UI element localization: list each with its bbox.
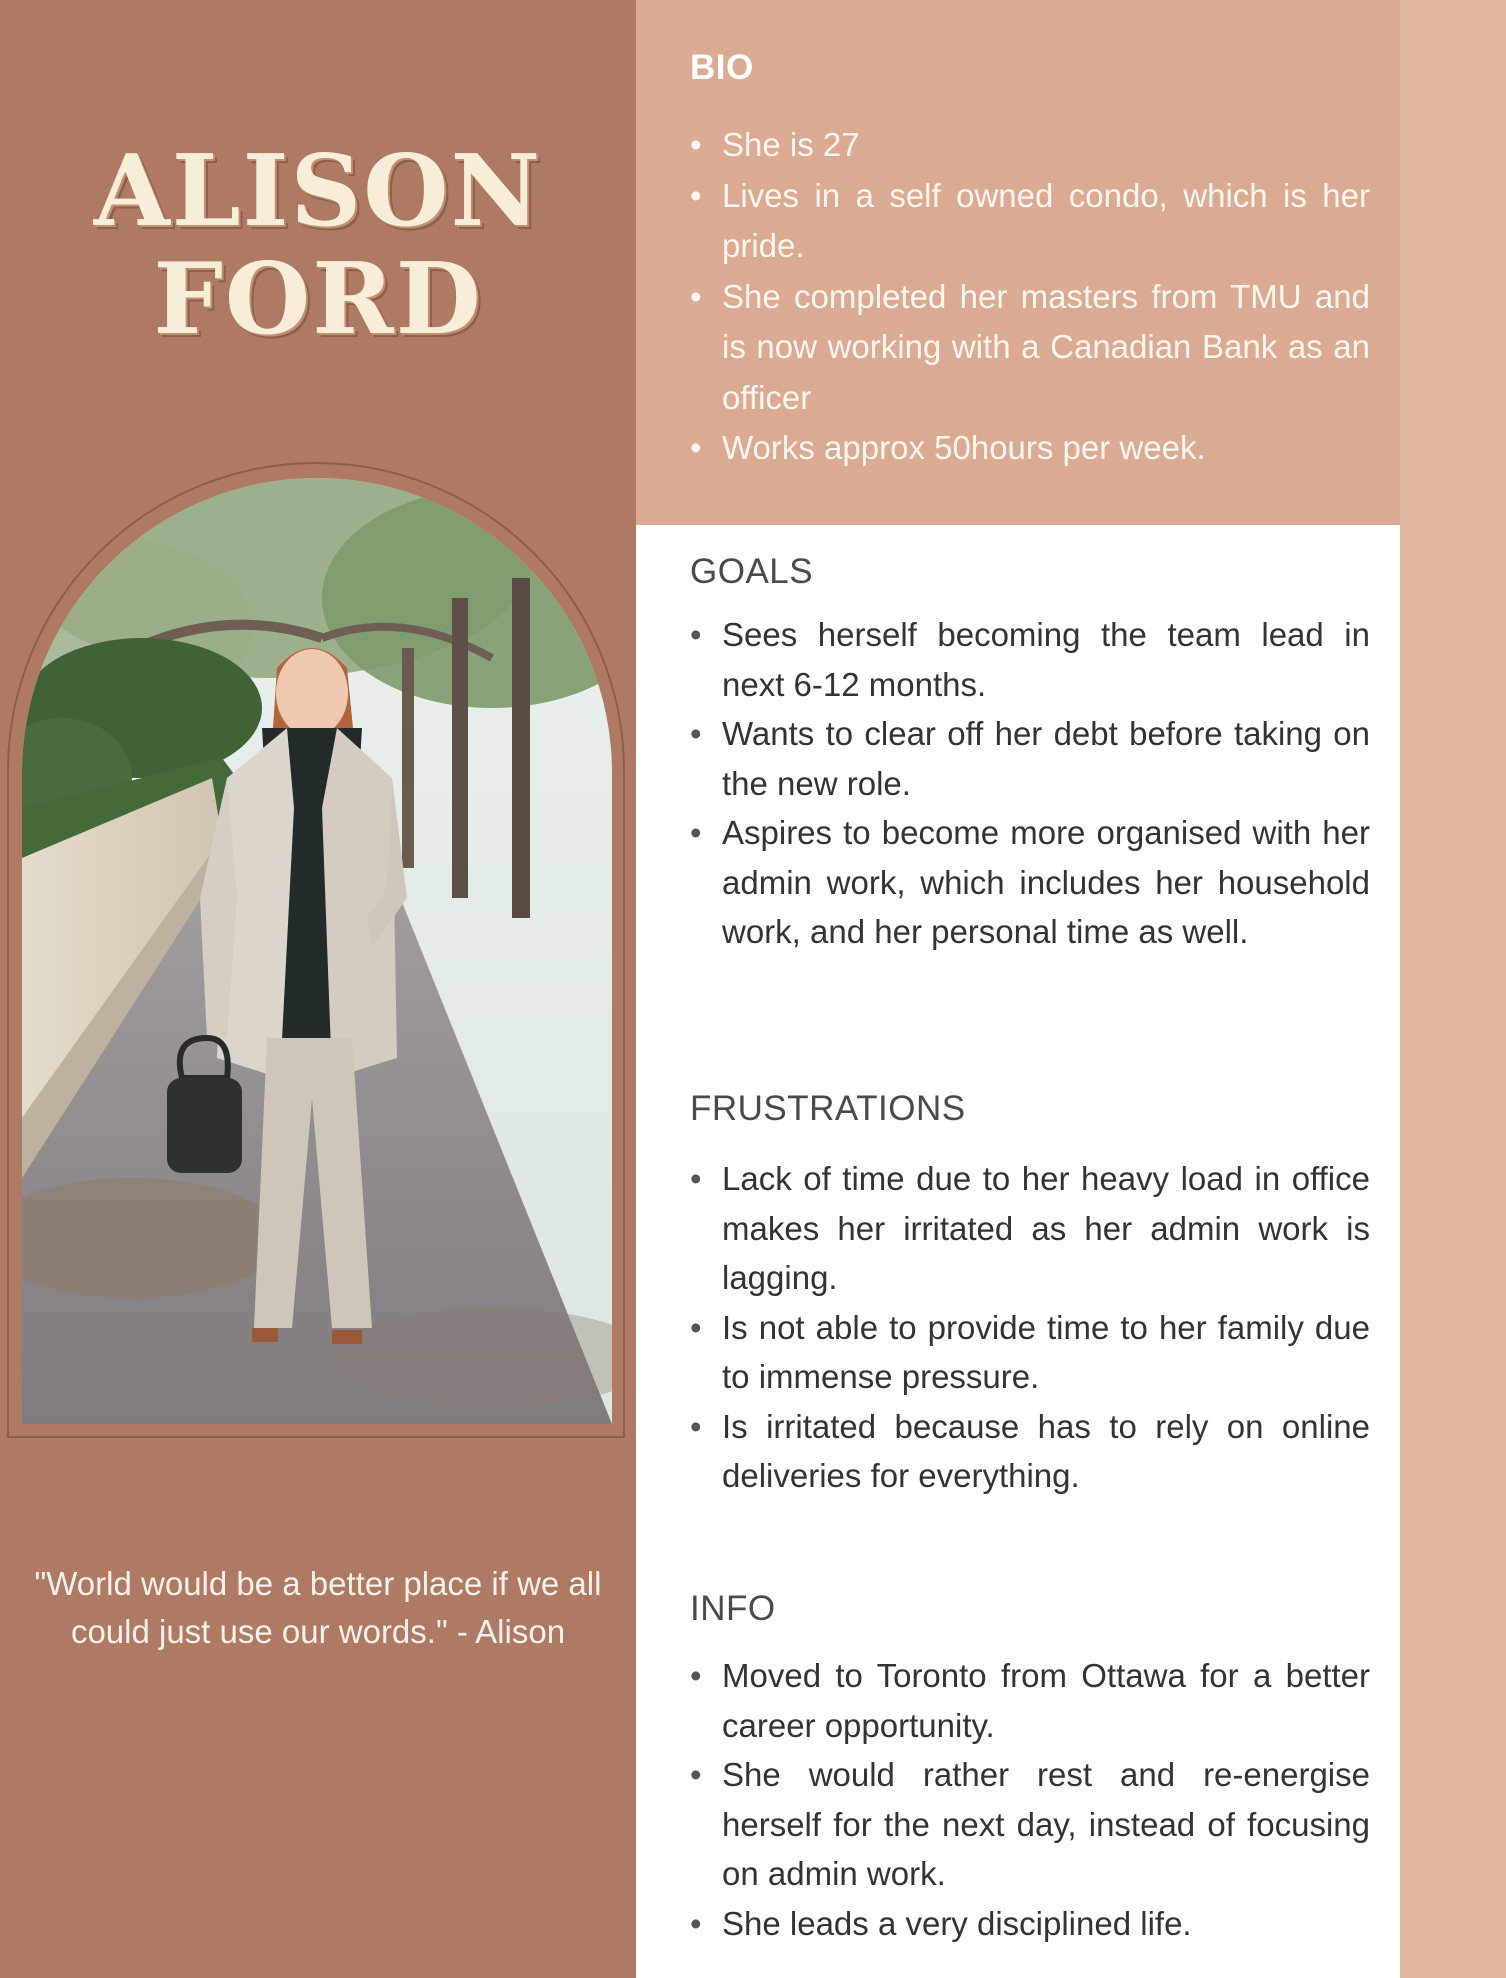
goals-item: • Sees herself becoming the team lead in next 6-12 months.: [690, 610, 1370, 709]
info-heading: INFO: [690, 1589, 776, 1628]
bio-section: [690, 48, 1370, 474]
first-name: ALISON: [93, 134, 543, 249]
bio-list: [690, 120, 1370, 474]
frustrations-heading: FRUSTRATIONS: [690, 1089, 966, 1128]
bio-item: • She is 27: [690, 120, 1370, 171]
frustrations-section: [690, 1089, 1370, 1501]
persona-quote: "World would be a better place if we all could just use our words." - Alison: [34, 1565, 602, 1650]
info-item: • She leads a very disciplined life.: [690, 1899, 1370, 1949]
goals-item: • Wants to clear off her debt before taking on the new role.: [690, 709, 1370, 808]
persona-photo: [22, 478, 612, 1424]
frustrations-item: • Is not able to provide time to her family due to immense pressure.: [690, 1303, 1370, 1402]
frustrations-item: • Lack of time due to her heavy load in office makes her irritated as her admin work is lagging.: [690, 1154, 1370, 1303]
info-item: • She would rather rest and re-energise herself for the next day, instead of focusing on admin work.: [690, 1750, 1370, 1899]
info-section: [690, 1589, 1370, 1948]
last-name: FORD: [153, 242, 483, 357]
bio-item: • Works approx 50hours per week.: [690, 423, 1370, 474]
goals-item: • Aspires to become more organised with her admin work, which includes her household work, and her personal time as well.: [690, 808, 1370, 957]
goals-heading: GOALS: [690, 552, 814, 591]
frustrations-item: • Is irritated because has to rely on online deliveries for everything.: [690, 1402, 1370, 1501]
goals-section: [690, 552, 1370, 957]
bio-item: • She completed her masters from TMU and is now working with a Canadian Bank as an officer: [690, 272, 1370, 424]
goals-list: [690, 610, 1370, 957]
info-list: [690, 1651, 1370, 1948]
bio-item: • Lives in a self owned condo, which is her pride.: [690, 171, 1370, 272]
right-decorative-strip: [1400, 0, 1506, 1978]
info-item: • Moved to Toronto from Ottawa for a better career opportunity.: [690, 1651, 1370, 1750]
persona-name: [0, 134, 636, 357]
frustrations-list: [690, 1154, 1370, 1501]
bio-heading: BIO: [690, 48, 754, 87]
